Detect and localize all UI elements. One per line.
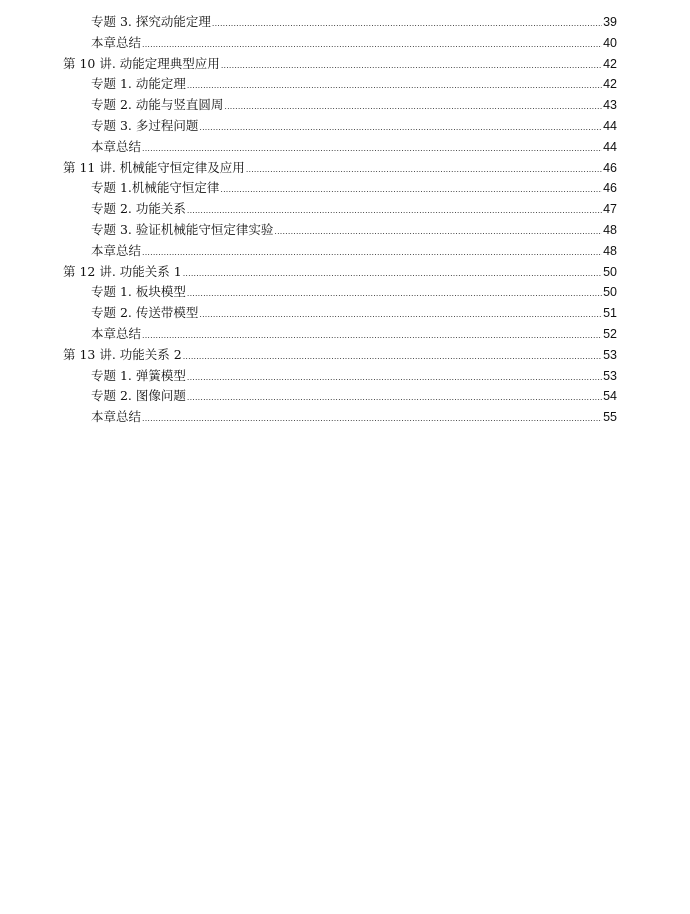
dot-leader xyxy=(183,351,602,361)
toc-entry-page: 42 xyxy=(603,56,617,71)
toc-entry-label: 专题 3. 验证机械能守恒定律实验 xyxy=(91,221,274,237)
toc-entry-label: 专题 1.机械能守恒定律 xyxy=(91,180,220,196)
toc-entry-topic[interactable] xyxy=(63,199,617,220)
toc-entry-topic[interactable] xyxy=(63,178,617,199)
toc-entry-page: 54 xyxy=(603,389,617,404)
toc-entry-page: 43 xyxy=(603,98,617,113)
toc-entry-page: 44 xyxy=(603,118,617,133)
toc-entry-summary[interactable] xyxy=(63,324,617,345)
toc-entry-label: 第 13 讲. 功能关系 2 xyxy=(63,346,182,362)
toc-entry-label: 第 10 讲. 动能定理典型应用 xyxy=(63,55,220,71)
dot-leader xyxy=(142,39,602,49)
toc-entry-page: 48 xyxy=(603,243,617,258)
toc-entry-label: 本章总结 xyxy=(91,138,142,154)
toc-entry-topic[interactable] xyxy=(63,220,617,241)
toc-entry-label: 专题 2. 传送带模型 xyxy=(91,305,199,321)
toc-entry-page: 46 xyxy=(603,160,617,175)
dot-leader xyxy=(142,143,602,153)
toc-entry-page: 48 xyxy=(603,222,617,237)
toc-entry-topic[interactable] xyxy=(63,303,617,324)
dot-leader xyxy=(142,413,602,423)
toc-entry-label: 第 11 讲. 机械能守恒定律及应用 xyxy=(63,159,245,175)
dot-leader xyxy=(187,288,602,298)
toc-entry-page: 55 xyxy=(603,410,617,425)
toc-entry-page: 52 xyxy=(603,326,617,341)
toc-entry-topic[interactable] xyxy=(63,386,617,407)
toc-entry-summary[interactable] xyxy=(63,137,617,158)
toc-entry-page: 46 xyxy=(603,181,617,196)
dot-leader xyxy=(246,164,602,174)
toc-entry-label: 专题 2. 动能与竖直圆周 xyxy=(91,97,224,113)
toc-entry-label: 专题 3. 多过程问题 xyxy=(91,117,199,133)
dot-leader xyxy=(199,122,602,132)
dot-leader xyxy=(187,392,602,402)
toc-entry-page: 51 xyxy=(603,306,617,321)
toc-entry-page: 39 xyxy=(603,15,617,29)
toc-entry-lecture[interactable] xyxy=(63,345,617,366)
toc-entry-summary[interactable] xyxy=(63,241,617,262)
dot-leader xyxy=(187,205,602,215)
toc-entry-page: 53 xyxy=(603,347,617,362)
dot-leader xyxy=(142,330,602,340)
toc-entry-label: 专题 3. 探究动能定理 xyxy=(91,14,211,29)
toc-entry-topic[interactable] xyxy=(63,282,617,303)
toc-entry-label: 本章总结 xyxy=(91,242,142,258)
dot-leader xyxy=(221,60,602,70)
toc-entry-page: 47 xyxy=(603,202,617,217)
toc-entry-page: 50 xyxy=(603,264,617,279)
toc-entry-page: 42 xyxy=(603,77,617,92)
toc-entry-page: 53 xyxy=(603,368,617,383)
toc-entry-lecture[interactable] xyxy=(63,158,617,179)
toc-entry-label: 本章总结 xyxy=(91,325,142,341)
toc-entry-label: 第 12 讲. 功能关系 1 xyxy=(63,263,182,279)
toc-entry-page: 50 xyxy=(603,285,617,300)
dot-leader xyxy=(274,226,602,236)
toc-entry-label: 专题 2. 图像问题 xyxy=(91,388,186,404)
dot-leader xyxy=(142,247,602,257)
dot-leader xyxy=(220,184,602,194)
dot-leader xyxy=(199,309,602,319)
toc-entry-page: 44 xyxy=(603,139,617,154)
dot-leader xyxy=(187,372,602,382)
dot-leader xyxy=(212,18,602,28)
toc-entry-lecture[interactable] xyxy=(63,54,617,75)
toc-entry-label: 本章总结 xyxy=(91,409,142,425)
toc-entry-topic[interactable] xyxy=(63,12,617,33)
toc-entry-summary[interactable] xyxy=(63,33,617,54)
table-of-contents xyxy=(63,12,617,428)
dot-leader xyxy=(224,101,602,111)
toc-entry-label: 专题 1. 弹簧模型 xyxy=(91,367,186,383)
dot-leader xyxy=(183,268,602,278)
toc-entry-label: 本章总结 xyxy=(91,34,142,50)
toc-entry-topic[interactable] xyxy=(63,74,617,95)
toc-entry-label: 专题 2. 功能关系 xyxy=(91,201,186,217)
toc-entry-page: 40 xyxy=(603,35,617,50)
toc-entry-summary[interactable] xyxy=(63,407,617,428)
toc-entry-label: 专题 1. 动能定理 xyxy=(91,76,186,92)
dot-leader xyxy=(187,80,602,90)
toc-entry-topic[interactable] xyxy=(63,95,617,116)
toc-entry-topic[interactable] xyxy=(63,116,617,137)
toc-entry-lecture[interactable] xyxy=(63,262,617,283)
toc-entry-label: 专题 1. 板块模型 xyxy=(91,284,186,300)
toc-entry-topic[interactable] xyxy=(63,366,617,387)
